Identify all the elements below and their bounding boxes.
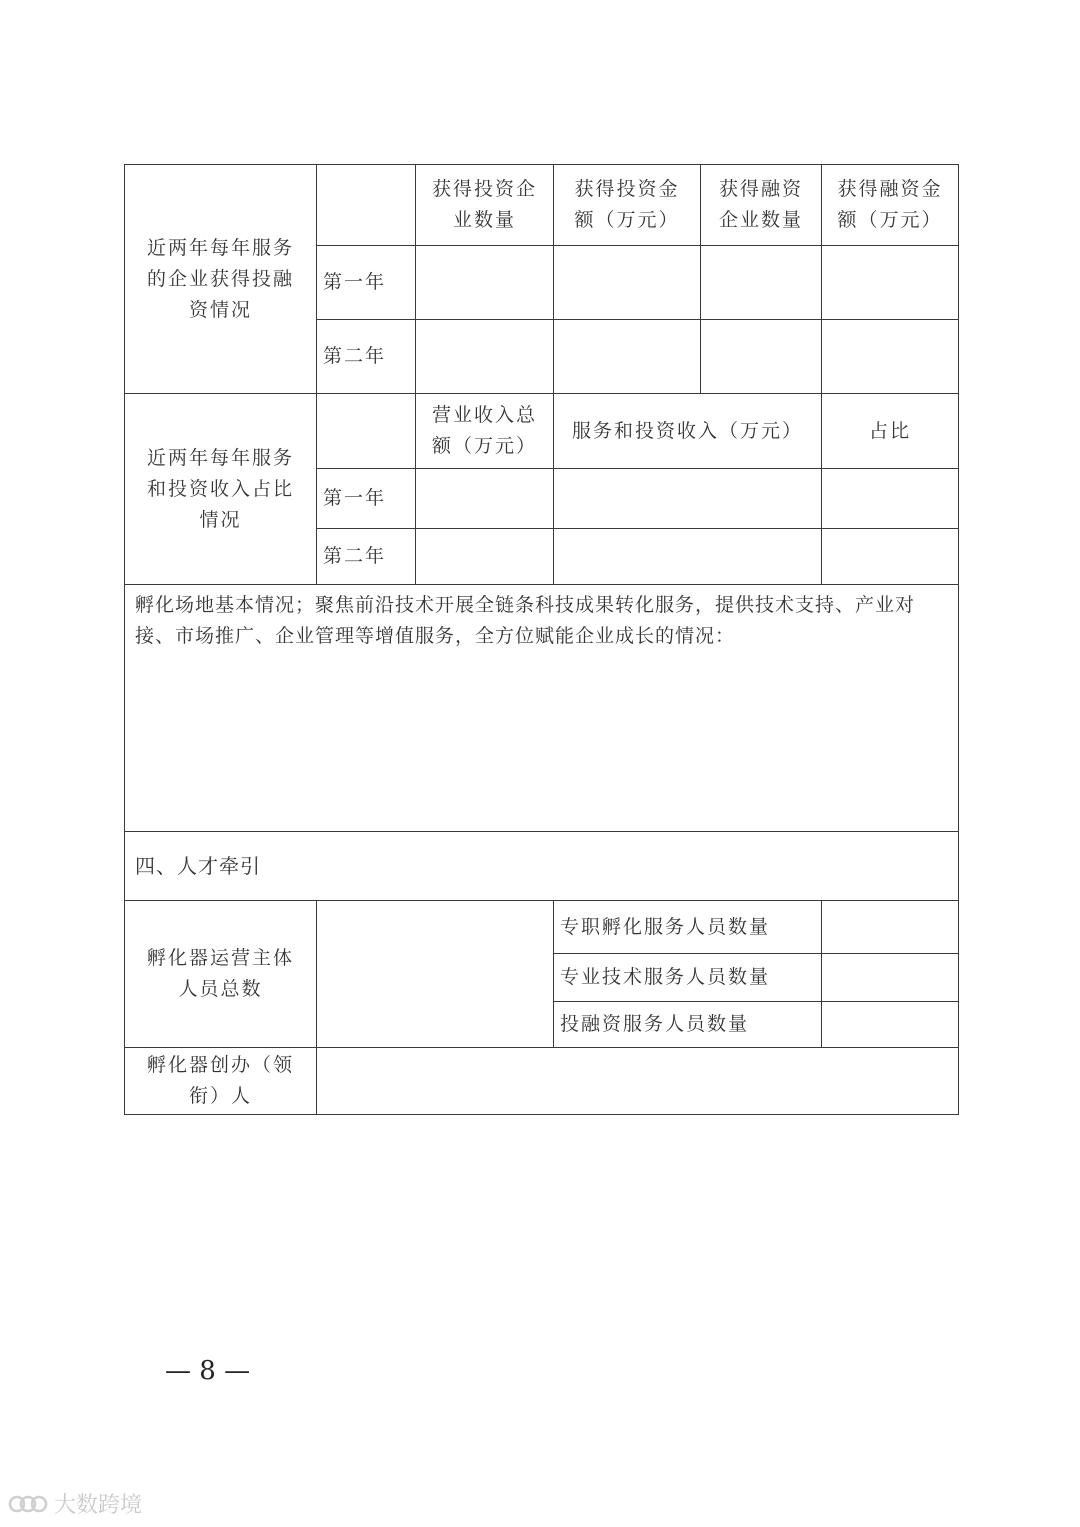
- watermark-text: 大数跨境: [54, 1493, 143, 1518]
- input-cell[interactable]: [554, 246, 701, 320]
- header-ratio: 占比: [822, 394, 959, 469]
- founder-label: 孵化器创办（领 衔）人: [125, 1048, 317, 1115]
- watermark-logo-icon: [8, 1491, 48, 1517]
- header-service-investment-income: 服务和投资收入（万元）: [554, 394, 822, 469]
- section-title-talent: 四、人才牵引: [125, 832, 959, 901]
- input-cell[interactable]: [416, 469, 554, 529]
- row-label-year-2: 第二年: [317, 529, 416, 585]
- investment-section-label: 近两年每年服务 的企业获得投融 资情况: [125, 165, 317, 394]
- input-cell[interactable]: [554, 529, 822, 585]
- page-number: — 8 —: [165, 1356, 251, 1386]
- input-cell[interactable]: [701, 320, 822, 394]
- input-cell[interactable]: [416, 246, 554, 320]
- input-cell[interactable]: [822, 469, 959, 529]
- input-cell[interactable]: [416, 320, 554, 394]
- input-cell[interactable]: [554, 469, 822, 529]
- row-label-year-2: 第二年: [317, 320, 416, 394]
- header-invested-company-count: 获得投资企 业数量: [416, 165, 554, 246]
- label-financing-service-staff: 投融资服务人员数量: [554, 1002, 822, 1048]
- label-full-time-incubation-staff: 专职孵化服务人员数量: [554, 901, 822, 954]
- revenue-header-blank: [317, 394, 416, 469]
- input-cell[interactable]: [701, 246, 822, 320]
- input-cell[interactable]: [822, 529, 959, 585]
- founder-input[interactable]: [317, 1048, 959, 1115]
- incubation-site-description[interactable]: 孵化场地基本情况；聚焦前沿技术开展全链条科技成果转化服务，提供技术支持、产业对接、市场推广、企业管理等增值服务，全方位赋能企业成长的情况：: [125, 585, 959, 832]
- input-cell[interactable]: [822, 246, 959, 320]
- header-total-revenue: 营业收入总 额（万元）: [416, 394, 554, 469]
- investment-header-blank: [317, 165, 416, 246]
- input-cell[interactable]: [554, 320, 701, 394]
- input-cell[interactable]: [822, 1002, 959, 1048]
- label-technical-service-staff: 专业技术服务人员数量: [554, 954, 822, 1002]
- row-label-year-1: 第一年: [317, 469, 416, 529]
- row-label-year-1: 第一年: [317, 246, 416, 320]
- staff-total-input[interactable]: [317, 901, 554, 1048]
- header-investment-amount: 获得投资金 额（万元）: [554, 165, 701, 246]
- application-form-table: [124, 164, 959, 1115]
- header-financing-amount: 获得融资金 额（万元）: [822, 165, 959, 246]
- revenue-section-label: 近两年每年服务 和投资收入占比 情况: [125, 394, 317, 585]
- input-cell[interactable]: [416, 529, 554, 585]
- input-cell[interactable]: [822, 901, 959, 954]
- input-cell[interactable]: [822, 954, 959, 1002]
- header-financed-company-count: 获得融资 企业数量: [701, 165, 822, 246]
- watermark: [8, 1488, 142, 1519]
- input-cell[interactable]: [822, 320, 959, 394]
- staff-total-label: 孵化器运营主体 人员总数: [125, 901, 317, 1048]
